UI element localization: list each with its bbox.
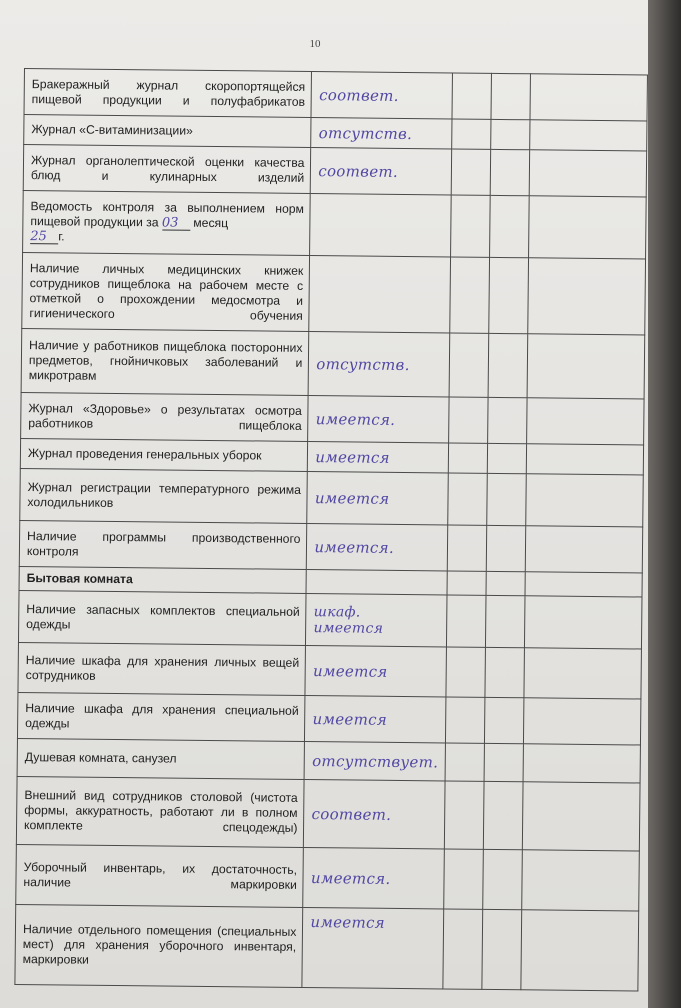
empty-cell bbox=[488, 333, 528, 397]
row-note bbox=[310, 194, 451, 257]
empty-cell bbox=[486, 525, 526, 571]
empty-cell bbox=[486, 571, 526, 595]
table-row bbox=[17, 692, 640, 745]
empty-cell bbox=[530, 74, 647, 121]
empty-cell bbox=[449, 257, 489, 333]
table-row bbox=[24, 69, 647, 122]
handwritten-note: имеется bbox=[313, 661, 388, 681]
row-label-part: Ведомость контроля за выполнением норм пищевой продукции за bbox=[30, 199, 305, 230]
empty-cell bbox=[524, 698, 641, 745]
empty-cell bbox=[448, 443, 488, 473]
table-row bbox=[23, 145, 646, 198]
empty-cell bbox=[449, 333, 489, 397]
year-fill: 25 bbox=[30, 230, 58, 244]
table-row bbox=[18, 642, 641, 699]
row-label: Журнал органолептической оценки качества блюд и кулинарных изделий bbox=[23, 145, 311, 194]
handwritten-note: имеется bbox=[315, 447, 390, 467]
empty-cell bbox=[526, 474, 643, 527]
empty-cell bbox=[489, 195, 529, 257]
row-label: Журнал регистрации температурного режима холодильников bbox=[20, 468, 308, 523]
empty-cell bbox=[306, 569, 446, 594]
handwritten-note: имеется. bbox=[310, 868, 391, 888]
row-note bbox=[306, 593, 447, 646]
handwritten-note: имеется. bbox=[315, 409, 396, 429]
empty-cell bbox=[529, 196, 646, 259]
empty-cell bbox=[451, 149, 491, 195]
row-label-part: г. bbox=[58, 229, 65, 244]
empty-cell bbox=[527, 444, 644, 475]
empty-cell bbox=[485, 595, 525, 647]
row-label: Уборочный инвентарь, их достаточность, наличие маркировки bbox=[16, 844, 304, 907]
row-note bbox=[305, 645, 446, 696]
table-row bbox=[18, 590, 642, 649]
row-note bbox=[307, 523, 448, 570]
row-note bbox=[308, 395, 449, 442]
empty-cell bbox=[448, 397, 488, 443]
handwritten-note: соответ. bbox=[318, 161, 399, 181]
table-row bbox=[16, 844, 640, 911]
empty-cell bbox=[523, 782, 640, 851]
handwritten-note: отсутств. bbox=[316, 354, 410, 374]
empty-cell bbox=[450, 195, 490, 257]
empty-cell bbox=[447, 473, 487, 525]
empty-cell bbox=[444, 781, 484, 849]
empty-cell bbox=[524, 648, 641, 699]
row-note bbox=[309, 256, 450, 333]
table-row bbox=[22, 252, 646, 335]
table-row bbox=[21, 392, 644, 445]
empty-cell bbox=[525, 572, 642, 597]
row-note bbox=[307, 471, 448, 524]
row-note bbox=[311, 148, 452, 195]
row-label: Журнал проведения генеральных уборок bbox=[20, 438, 308, 471]
empty-cell bbox=[525, 596, 642, 649]
table-row bbox=[21, 328, 645, 399]
row-label: Душевая комната, санузел bbox=[17, 738, 305, 779]
empty-cell bbox=[522, 850, 639, 911]
empty-cell bbox=[521, 910, 638, 991]
row-label: Внешний вид сотрудников столовой (чистота формы, аккуратность, работают ли в полном комплекте спецодежды) bbox=[16, 776, 304, 847]
table-row bbox=[23, 190, 647, 259]
empty-cell bbox=[442, 909, 482, 989]
empty-cell bbox=[488, 397, 528, 443]
table-row bbox=[19, 520, 642, 573]
inspection-table bbox=[14, 68, 648, 991]
row-note bbox=[303, 847, 444, 908]
empty-cell bbox=[527, 334, 644, 399]
table-row bbox=[16, 776, 640, 851]
handwritten-note: шкаф. bbox=[313, 603, 361, 621]
empty-cell bbox=[484, 743, 524, 781]
empty-cell bbox=[445, 647, 485, 697]
row-note bbox=[311, 118, 451, 149]
empty-cell bbox=[447, 525, 487, 571]
empty-cell bbox=[489, 257, 529, 333]
row-label: Наличие запасных комплектов специальной одежды bbox=[18, 590, 306, 645]
empty-cell bbox=[443, 849, 483, 909]
row-label: Наличие программы производственного контроля bbox=[19, 520, 307, 569]
empty-cell bbox=[485, 647, 525, 697]
row-label: Наличие шкафа для хранения специальной одежды bbox=[17, 692, 305, 741]
empty-cell bbox=[445, 697, 485, 743]
row-label: Наличие отдельного помещения (специальных мест) для хранения уборочного инвентаря, маркировки bbox=[15, 904, 303, 987]
empty-cell bbox=[483, 781, 523, 849]
row-note bbox=[308, 441, 448, 472]
empty-cell bbox=[447, 571, 487, 595]
table-row bbox=[17, 738, 640, 783]
table-row bbox=[20, 468, 644, 527]
empty-cell bbox=[530, 150, 647, 197]
month-fill: 03 bbox=[162, 216, 190, 230]
empty-cell bbox=[451, 119, 491, 149]
handwritten-note: имеется. bbox=[314, 537, 395, 557]
empty-cell bbox=[491, 119, 531, 149]
row-label: Бракеражный журнал скоропортящейся пищевой продукции и полуфабрикатов bbox=[24, 69, 312, 118]
empty-cell bbox=[445, 743, 485, 781]
row-label: Наличие у работников пищеблока посторонних предметов, гнойничковых заболеваний и микротравм bbox=[21, 328, 309, 395]
handwritten-note: имеется bbox=[313, 619, 384, 637]
handwritten-note: отсутствует. bbox=[312, 751, 439, 771]
row-note bbox=[305, 695, 446, 742]
empty-cell bbox=[523, 744, 640, 783]
handwritten-note: имеется bbox=[310, 913, 386, 932]
empty-cell bbox=[530, 120, 647, 151]
handwritten-note: имеется bbox=[314, 488, 390, 508]
row-label: Журнал «С-витаминизации» bbox=[24, 115, 312, 148]
handwritten-note: соответ. bbox=[319, 85, 399, 105]
empty-cell bbox=[487, 473, 527, 525]
row-label: Наличие шкафа для хранения личных вещей сотрудников bbox=[18, 642, 306, 695]
empty-cell bbox=[483, 849, 523, 909]
empty-cell bbox=[528, 258, 645, 335]
empty-cell bbox=[487, 443, 527, 473]
row-note bbox=[302, 907, 443, 988]
empty-cell bbox=[527, 398, 644, 445]
row-label: Журнал «Здоровье» о результатах осмотра работников пищеблока bbox=[21, 392, 309, 441]
page-number: 10 bbox=[309, 38, 321, 50]
row-note bbox=[304, 779, 445, 848]
section-title: Бытовая комната bbox=[19, 566, 307, 593]
row-label: Наличие личных медицинских книжек сотрудников пищеблока на рабочем месте с отметкой о прохождении медосмотра и гигиенического обучения bbox=[22, 252, 310, 331]
row-note bbox=[304, 741, 444, 780]
empty-cell bbox=[446, 595, 486, 647]
empty-cell bbox=[491, 73, 531, 119]
table-row bbox=[15, 904, 639, 991]
empty-cell bbox=[482, 909, 522, 989]
empty-cell bbox=[451, 73, 491, 119]
row-label-part: месяц bbox=[193, 215, 229, 231]
row-label bbox=[23, 190, 311, 255]
page-shadow-edge bbox=[648, 0, 681, 1008]
empty-cell bbox=[526, 526, 643, 573]
empty-cell bbox=[490, 149, 530, 195]
handwritten-note: соответ. bbox=[311, 804, 392, 824]
handwritten-note: отсутств. bbox=[318, 123, 413, 143]
empty-cell bbox=[484, 697, 524, 743]
row-note bbox=[311, 72, 452, 119]
row-note bbox=[308, 332, 449, 397]
handwritten-note: имеется bbox=[312, 709, 388, 729]
